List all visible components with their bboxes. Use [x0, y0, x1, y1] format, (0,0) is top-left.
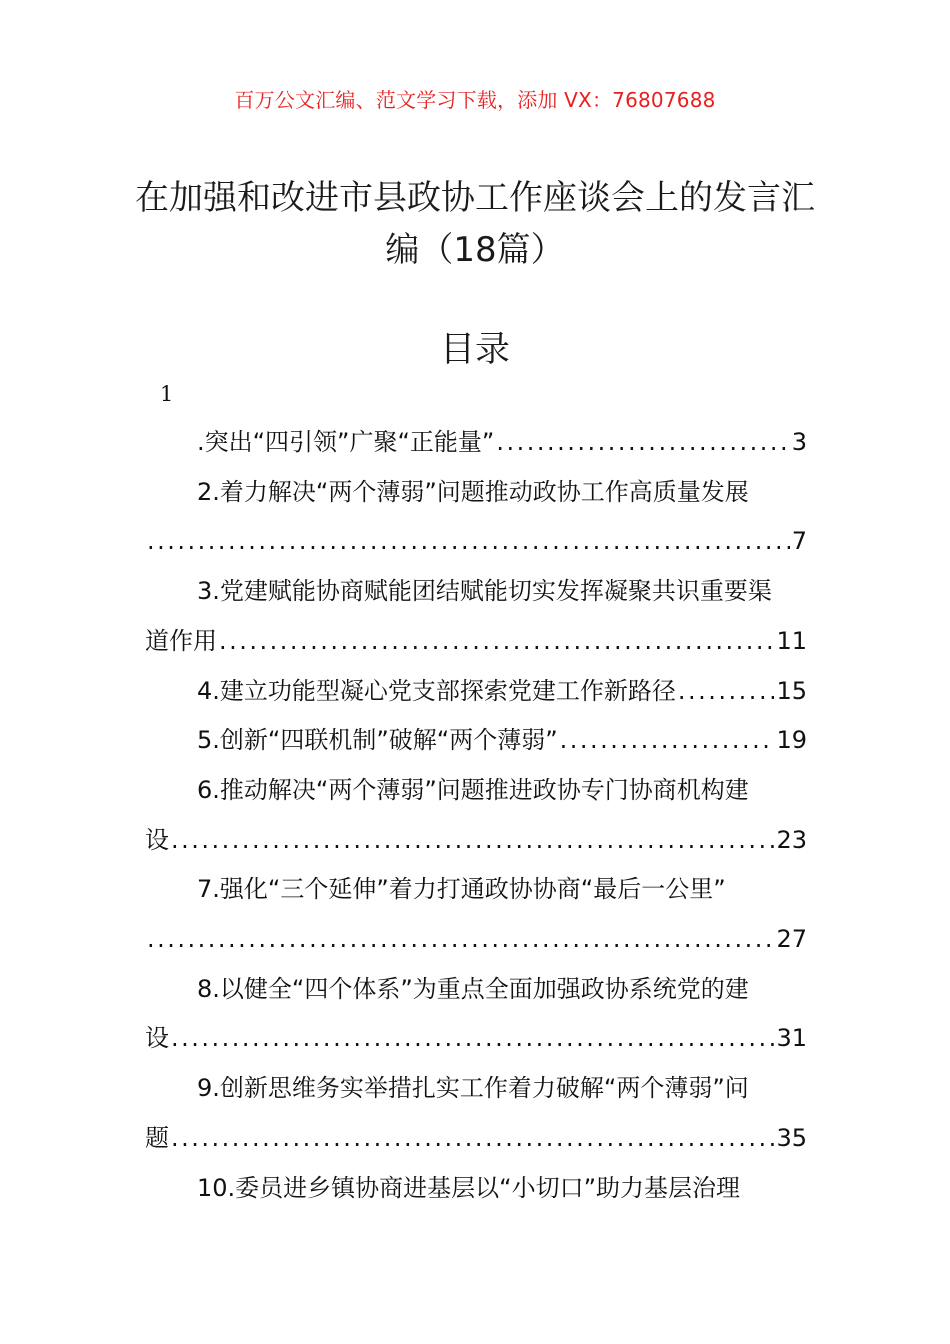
toc-leader-dots	[147, 915, 774, 965]
toc-entry-10[interactable]	[145, 1164, 807, 1214]
toc-entry-text: 2.着力解决“两个薄弱”问题推动政协工作高质量发展	[197, 477, 749, 506]
toc-entry-5[interactable]	[145, 716, 807, 766]
toc-page-number: 23	[776, 825, 807, 854]
toc-page-number: 31	[776, 1024, 807, 1053]
toc-leader-dots	[171, 1114, 774, 1164]
toc-page-number: 27	[776, 925, 807, 954]
toc-entry-text: 6.推动解决“两个薄弱”问题推进政协专门协商机构建	[197, 775, 749, 804]
toc-entry-6[interactable]	[145, 766, 807, 865]
toc-heading: 目录	[439, 330, 510, 370]
toc-page-number: 35	[776, 1123, 807, 1152]
document-title: 在加强和改进市县政协工作座谈会上的发言汇编（18篇）	[135, 178, 815, 270]
toc-page-number: 7	[791, 527, 807, 556]
toc-entry-text: 5.创新“四联机制”破解“两个薄弱”	[197, 726, 558, 755]
toc-leader-dots	[496, 418, 789, 468]
toc-entry-text: .突出“四引领”广聚“正能量”	[197, 428, 495, 456]
toc-entry-7[interactable]	[145, 865, 807, 964]
toc-entry-text-cont: 设	[145, 1024, 169, 1053]
toc-entry-text: 4.建立功能型凝心党支部探索党建工作新路径	[197, 676, 676, 705]
header-banner: 百万公文汇编、范文学习下载，添加 VX：76807688	[234, 88, 716, 112]
toc-entry-text-cont: 设	[145, 825, 169, 854]
toc-leader-dots	[219, 617, 774, 667]
toc-page-number: 11	[776, 626, 807, 655]
stray-number: 1	[160, 382, 174, 406]
toc-entry-text-cont: 道作用	[145, 626, 217, 655]
toc-entry-text: 3.党建赋能协商赋能团结赋能切实发挥凝聚共识重要渠	[197, 577, 772, 606]
toc-leader-dots	[171, 1014, 774, 1064]
toc-entry-1[interactable]	[145, 418, 807, 468]
toc-entry-text: 10.委员进乡镇协商进基层以“小切口”助力基层治理	[197, 1173, 741, 1202]
toc-entry-text: 9.创新思维务实举措扎实工作着力破解“两个薄弱”问	[197, 1074, 749, 1103]
toc-leader-dots	[678, 667, 775, 717]
toc-entry-text: 8.以健全“四个体系”为重点全面加强政协系统党的建	[197, 974, 749, 1003]
toc-entry-text: 7.强化“三个延伸”着力打通政协协商“最后一公里”	[197, 875, 726, 904]
toc-leader-dots	[171, 816, 774, 866]
toc-entry-text-cont: 题	[145, 1123, 169, 1152]
toc-leader-dots	[147, 517, 790, 567]
toc-page-number: 19	[776, 726, 807, 755]
table-of-contents	[145, 418, 807, 1213]
toc-page-number: 3	[791, 428, 807, 456]
toc-entry-3[interactable]	[145, 567, 807, 666]
toc-entry-4[interactable]	[145, 667, 807, 717]
toc-leader-dots	[560, 716, 775, 766]
toc-entry-9[interactable]	[145, 1064, 807, 1163]
toc-page-number: 15	[776, 676, 807, 705]
toc-entry-2[interactable]	[145, 468, 807, 567]
toc-entry-8[interactable]	[145, 965, 807, 1064]
